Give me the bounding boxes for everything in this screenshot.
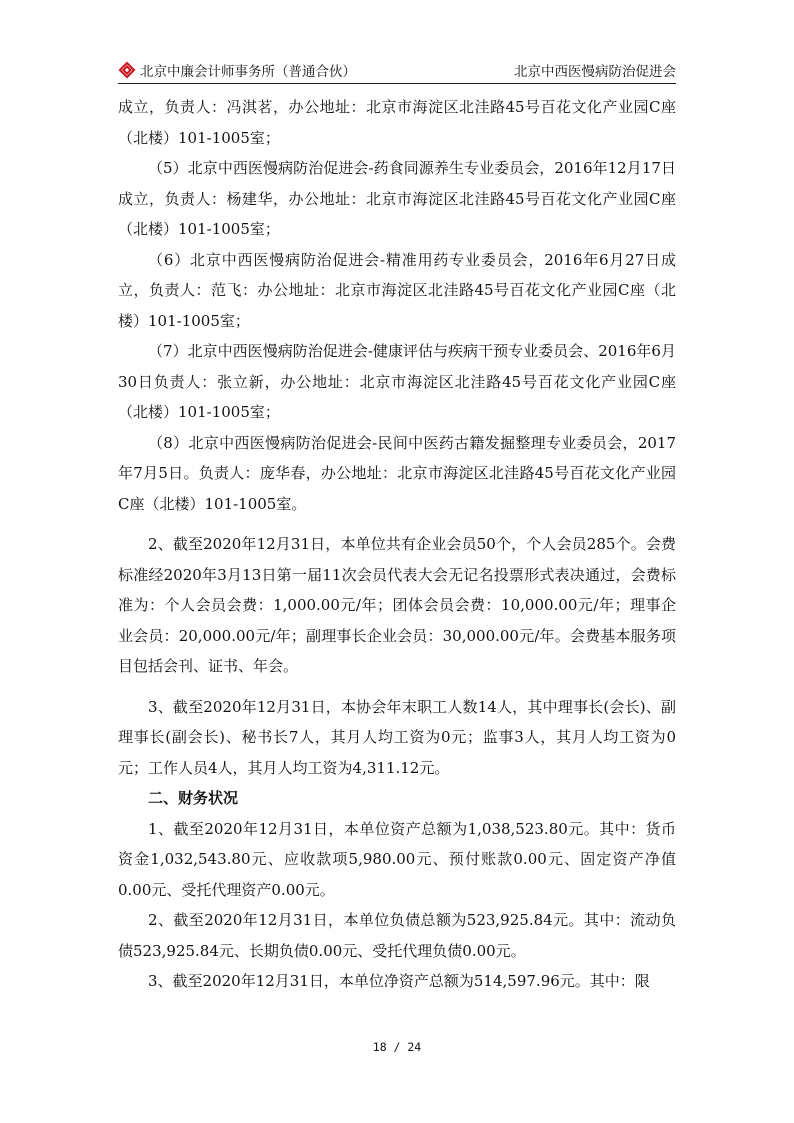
header-left [118, 60, 356, 80]
committee-item-6: （6）北京中西医慢病防治促进会-精准用药专业委员会，2016年6月27日成立，负责人：范飞：办公地址：北京市海淀区北洼路45号百花文化产业园C座（北楼）101-1005室； [118, 250, 676, 330]
staff-paragraph: 3、截至2020年12月31日，本协会年末职工人数14人，其中理事长(会长)、副理事长(副会长)、秘书长7人，其月人均工资为0元；监事3人，其月人均工资为0元；工作人员4人，其月人均工资为4,311.12元。 [118, 697, 676, 777]
assets-paragraph: 1、截至2020年12月31日，本单位资产总额为1,038,523.80元。其中：货币资金1,032,543.80元、应收款项5,980.00元、预付账款0.00元、固定资产净值0.00元、受托代理资产0.00元。 [118, 819, 676, 899]
org-name: 北京中西医慢病防治促进会 [514, 64, 676, 80]
committee-item-5: （5）北京中西医慢病防治促进会-药食同源养生专业委员会，2016年12月17日成立，负责人：杨建华，办公地址：北京市海淀区北洼路45号百花文化产业园C座（北楼）101-1005室； [118, 159, 676, 238]
document-body [118, 92, 676, 997]
page-number: 18 / 24 [372, 1040, 422, 1054]
committee-item-8: （8）北京中西医慢病防治促进会-民间中医药古籍发掘整理专业委员会，2017年7月5日。负责人：庞华春，办公地址：北京市海淀区北洼路45号百花文化产业园C座（北楼）101-1005室。 [118, 433, 676, 513]
paragraph-continuation: 成立，负责人：冯淇茗，办公地址：北京市海淀区北洼路45号百花文化产业园C座（北楼）101-1005室； [118, 98, 676, 147]
firm-name: 北京中廉会计师事务所（普通合伙） [140, 64, 356, 80]
page-header [118, 58, 676, 84]
firm-logo-icon [118, 61, 136, 79]
membership-paragraph: 2、截至2020年12月31日，本单位共有企业会员50个，个人会员285个。会费标准经2020年3月13日第一届11次会员代表大会无记名投票形式表决通过，会费标准为：个人会员会费：1,000.00元/年；团体会员会费：10,000.00元/年；理事企业会员：20,000.00元/年；副理事长企业会员：30,000.00元/年。会费基本服务项目包括会刊、证书、年会。 [118, 535, 676, 675]
net-assets-paragraph: 3、截至2020年12月31日，本单位净资产总额为514,597.96元。其中：限 [148, 972, 650, 990]
section-heading-finance: 二、财务状况 [148, 789, 239, 807]
liabilities-paragraph: 2、截至2020年12月31日，本单位负债总额为523,925.84元。其中：流动负债523,925.84元、长期负债0.00元、受托代理负债0.00元。 [118, 911, 676, 960]
committee-item-7: （7）北京中西医慢病防治促进会-健康评估与疾病干预专业委员会、2016年6月30日负责人：张立新，办公地址：北京市海淀区北洼路45号百花文化产业园C座（北楼）101-1005室； [118, 342, 676, 421]
